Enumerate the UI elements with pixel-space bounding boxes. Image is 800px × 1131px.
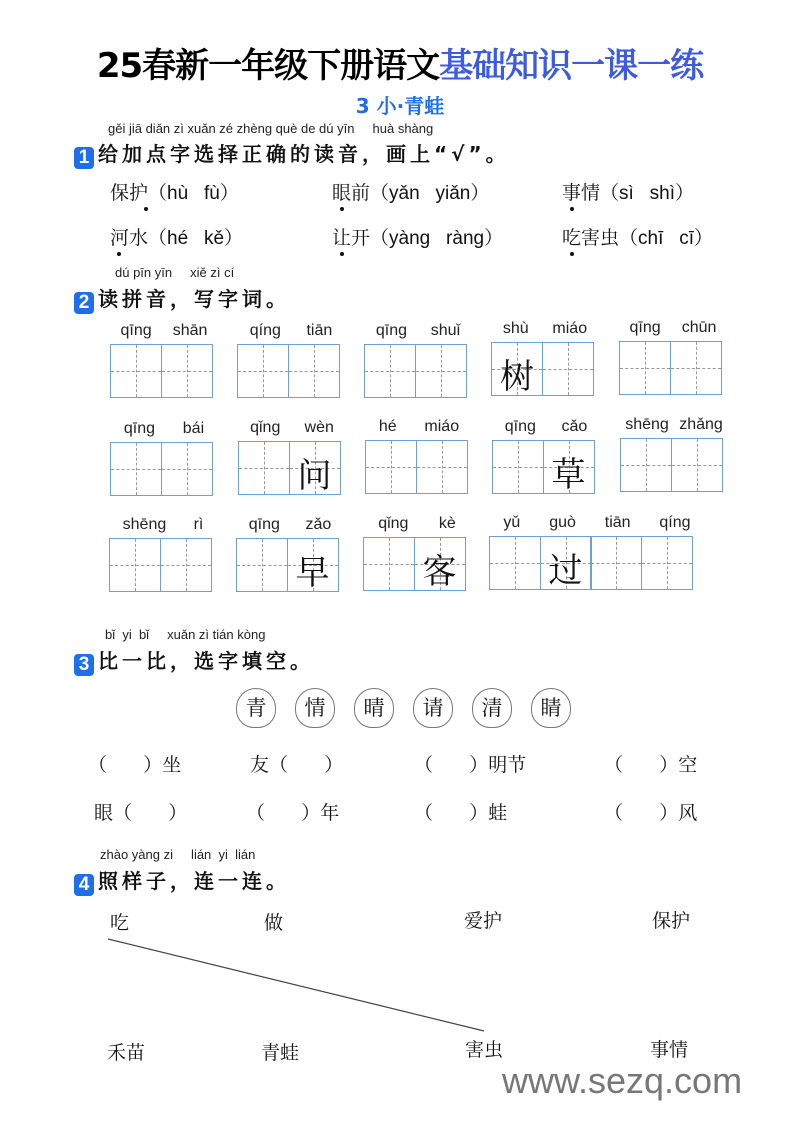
match-bottom-word[interactable]: 禾苗 — [107, 1042, 146, 1064]
word-box[interactable]: qīng shuǐ — [364, 322, 472, 398]
q3-number-badge: 3 — [74, 654, 94, 676]
word-box[interactable]: shù miáo 树 — [491, 320, 599, 396]
choice-cloud[interactable]: 请 — [413, 688, 453, 728]
q1-instruction: 给加点字选择正确的读音，画上“√”。 — [98, 142, 510, 166]
title-series: 基础知识一课一练 — [439, 46, 704, 86]
choice-cloud[interactable]: 睛 — [531, 688, 571, 728]
fill-blank[interactable]: （ ）年 — [246, 802, 340, 824]
match-bottom-word[interactable]: 青蛙 — [261, 1042, 300, 1064]
match-top-word[interactable]: 吃 — [110, 912, 130, 934]
q4-instruction: 照样子，连一连。 — [98, 869, 290, 893]
q2-number-badge: 2 — [74, 292, 94, 314]
word-box[interactable]: hé miáo — [365, 418, 473, 494]
word-box[interactable]: yǔ guò tiān qíng 过 — [489, 514, 705, 590]
word-box[interactable]: qǐng wèn 问 — [238, 419, 346, 495]
fill-blank[interactable]: （ ）蛙 — [414, 802, 508, 824]
q1-item[interactable]: 事情（sì shì） — [562, 182, 694, 204]
q3-instruction: 比一比，选字填空。 — [98, 649, 314, 673]
word-box[interactable]: qíng tiān — [237, 322, 345, 398]
fill-blank[interactable]: 友（ ） — [250, 754, 344, 776]
match-bottom-word[interactable]: 事情 — [650, 1039, 689, 1061]
match-top-word[interactable]: 保护 — [652, 910, 691, 932]
word-box[interactable]: qīng cǎo 草 — [492, 418, 600, 494]
fill-blank[interactable]: （ ）风 — [604, 802, 698, 824]
q3-pinyin: bǐ yi bǐ xuǎn zì tián kòng — [105, 627, 266, 642]
q2-pinyin: dú pīn yīn xiě zì cí — [115, 265, 235, 280]
word-box[interactable]: shēng rì — [109, 516, 217, 592]
fill-blank[interactable]: （ ）坐 — [88, 754, 182, 776]
word-box[interactable]: qīng chūn — [619, 319, 727, 395]
q1-item[interactable]: 保护（hù fù） — [110, 182, 239, 204]
choice-cloud[interactable]: 晴 — [354, 688, 394, 728]
word-box[interactable]: qǐng kè 客 — [363, 515, 471, 591]
match-top-word[interactable]: 做 — [264, 912, 284, 934]
q4-number-badge: 4 — [74, 874, 94, 896]
word-box[interactable]: qīng shān — [110, 322, 218, 398]
q1-pinyin: gěi jiā diǎn zì xuǎn zé zhèng què de dú yīn huà shàng — [108, 121, 434, 136]
fill-blank[interactable]: 眼（ ） — [94, 802, 188, 824]
q1-item[interactable]: 让开（yàng ràng） — [332, 227, 504, 249]
q1-number-badge: 1 — [74, 147, 94, 169]
word-box[interactable]: qīng zǎo 早 — [236, 516, 344, 592]
lesson-title: 3 小·青蛙 — [355, 94, 445, 118]
fill-blank[interactable]: （ ）空 — [604, 754, 698, 776]
watermark: www.sezq.com — [502, 1060, 743, 1101]
choice-cloud[interactable]: 情 — [295, 688, 335, 728]
match-top-word[interactable]: 爱护 — [464, 910, 503, 932]
choice-cloud[interactable]: 清 — [472, 688, 512, 728]
word-box[interactable]: shēng zhǎng — [620, 416, 728, 492]
title-grade: 25春新一年级下册语文 — [96, 46, 440, 86]
q2-instruction: 读拼音，写字词。 — [98, 287, 290, 311]
match-bottom-word[interactable]: 害虫 — [465, 1039, 504, 1061]
word-box[interactable]: qīng bái — [110, 420, 218, 496]
fill-blank[interactable]: （ ）明节 — [414, 754, 527, 776]
q1-item[interactable]: 眼前（yǎn yiǎn） — [332, 182, 490, 204]
q1-item[interactable]: 吃害虫（chī cī） — [562, 227, 713, 249]
choice-cloud[interactable]: 青 — [236, 688, 276, 728]
q4-pinyin: zhào yàng zi lián yi lián — [100, 847, 256, 862]
q1-item[interactable]: 河水（hé kě） — [110, 227, 244, 249]
